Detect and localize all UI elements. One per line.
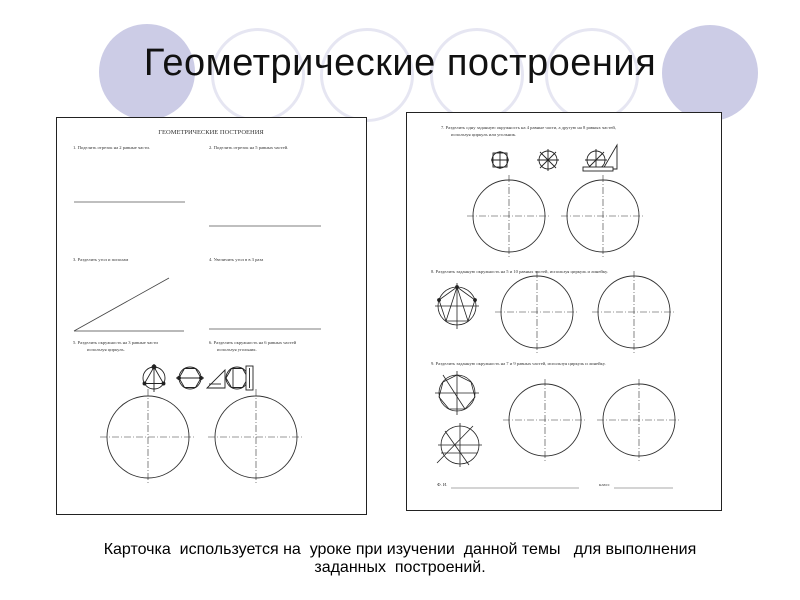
circle-task-8-a — [495, 271, 579, 355]
worksheet-card-right — [406, 112, 722, 511]
worksheet-heading: ГЕОМЕТРИЧЕСКИЕ ПОСТРОЕНИЯ — [158, 129, 264, 136]
task-1-text: 1. Поделить отрезок на 2 равные части. — [73, 145, 150, 150]
task-5-text-2: используя циркуль. — [87, 347, 125, 352]
circle-task-5 — [100, 389, 196, 485]
task-8-text: 8. Разделить заданную окружность на 5 и 10 равных частей, используя циркуль и линейку. — [431, 269, 608, 274]
example-icon — [143, 364, 165, 392]
example-icon — [537, 149, 559, 171]
example-icon — [207, 366, 253, 390]
task-3-text: 3. Разделить угол и пополам — [73, 257, 129, 262]
task-2-text: 2. Поделить отрезок на 5 равных частей. — [209, 145, 289, 150]
task-7-text: 7. Разделить одну заданную окружность на 4 равные части, а другую на 8 равных частей, — [441, 125, 616, 130]
example-icon — [491, 151, 509, 169]
footer-class-label: класс — [599, 482, 610, 487]
caption-line-2: заданных построений. — [314, 559, 486, 576]
example-icon — [176, 367, 204, 389]
task-6-text-2: используя угольник. — [217, 347, 257, 352]
circle-task-9-b — [597, 379, 681, 463]
worksheet-right-drawing — [407, 113, 721, 510]
slide-caption — [40, 541, 760, 577]
circle-task-7-b — [561, 175, 645, 259]
example-icon — [435, 371, 479, 415]
task-6-text: 6. Разделить окружность на 6 равных частей — [209, 340, 297, 345]
angle-task-3 — [74, 278, 184, 331]
example-icon — [435, 283, 479, 329]
circle-task-8-b — [592, 271, 676, 355]
circle-task-7-a — [467, 175, 551, 259]
caption-line-1: Карточка используется на уроке при изучении данной темы для выполнения — [103, 541, 697, 558]
task-7-text-2: используя циркуль или угольник. — [451, 132, 517, 137]
slide-title: Геометрические построения — [143, 42, 657, 84]
footer-name-label: Ф. И. — [437, 482, 448, 487]
circle-task-9-a — [503, 379, 587, 463]
circle-task-6 — [208, 389, 304, 485]
worksheet-card-left — [56, 117, 367, 515]
worksheet-left-drawing — [57, 118, 366, 514]
example-icon — [437, 423, 482, 467]
task-9-text: 9. Разделить заданную окружность на 7 и 9 равных частей, используя циркуль и линейку. — [431, 361, 606, 366]
task-4-text: 4. Увеличить угол в в 3 раза — [209, 257, 264, 262]
task-5-text: 5. Разделить окружность на 3 равные части — [73, 340, 158, 345]
example-icon — [583, 145, 617, 171]
